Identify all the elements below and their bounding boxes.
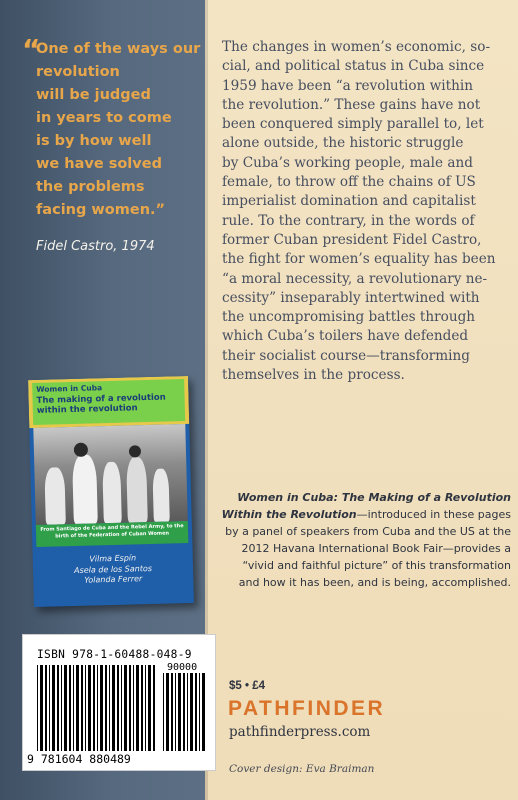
description-line: rule. To the contrary, in the words of <box>222 212 475 229</box>
description-line: their socialist course—transforming <box>222 347 470 364</box>
blurb-title: Women in Cuba: The Making of a Revolution <box>237 491 511 504</box>
barcode-bars <box>37 665 155 751</box>
quote-line: will be judged <box>36 87 151 103</box>
description-line: female, to throw off the chains of US <box>222 174 476 191</box>
description-line: cial, and political status in Cuba since <box>222 58 485 75</box>
book-author: Asela de los Santos <box>73 563 153 575</box>
book-author: Yolanda Ferrer <box>84 574 143 585</box>
blurb-text: —introduced in these pages <box>356 508 511 521</box>
quote-line: is by how well <box>36 133 152 149</box>
description-line: former Cuban president Fidel Castro, <box>222 231 482 248</box>
description-line: imperialist domination and capitalist <box>222 193 476 210</box>
book-cover-thumbnail <box>28 376 194 607</box>
book-cover-authors <box>33 552 194 588</box>
blurb-line: by a panel of speakers from Cuba and the US at the <box>225 525 511 538</box>
quote-line: One of the ways our <box>36 41 201 57</box>
book-cover-title <box>36 382 166 417</box>
quote-line: we have solved <box>36 156 162 172</box>
quote-line: in years to come <box>36 110 172 126</box>
description-line: “a moral necessity, a revolutionary ne- <box>222 270 488 287</box>
blurb-line: and how it has been, and is being, accomplished. <box>238 576 511 589</box>
quote-line: revolution <box>36 64 120 80</box>
description-line: The changes in women’s economic, so- <box>222 39 491 55</box>
quote-attribution: Fidel Castro, 1974 <box>36 239 155 254</box>
description-line: by Cuba’s working people, male and <box>222 154 473 171</box>
publisher-logo: PATHFINDER <box>228 697 386 720</box>
castro-quote <box>22 33 202 222</box>
quote-line: facing women.” <box>36 202 166 218</box>
publisher-url: pathfinderpress.com <box>229 724 371 740</box>
book-title-line: Women in Cuba <box>36 383 103 394</box>
blurb-line: 2012 Havana International Book Fair—provides a <box>241 542 511 555</box>
description-line: the fight for women’s equality has been <box>222 251 496 268</box>
book-cover-photo <box>33 424 187 525</box>
description-line: the uncompromising battles through <box>222 309 476 326</box>
description-line: been conquered simply parallel to, let <box>222 116 484 133</box>
isbn-number: ISBN 978-1-60488-048-9 <box>37 648 192 661</box>
book-blurb <box>211 489 511 591</box>
quote-open-mark: “ <box>22 33 41 66</box>
book-title-line: within the revolution <box>36 403 138 416</box>
cover-design-credit: Cover design: Eva Braiman <box>229 763 375 775</box>
description-line: alone outside, the historic struggle <box>222 135 464 152</box>
quote-line: the problems <box>36 179 145 195</box>
blurb-title-cont: Within the Revolution <box>221 508 357 521</box>
price-barcode-bars <box>163 673 207 751</box>
book-title-line: The making of a revolution <box>36 392 166 406</box>
isbn-barcode <box>22 634 216 771</box>
price-label: $5 • £4 <box>229 680 265 692</box>
description-line: cessity” inseparably intertwined with <box>222 289 480 306</box>
description-line: 1959 have been “a revolution within <box>222 77 473 94</box>
description-line: themselves in the process. <box>222 367 405 384</box>
barcode-digits: 9 781604 880489 <box>27 752 131 766</box>
description-text <box>222 38 512 385</box>
description-line: which Cuba’s toilers have defended <box>222 328 469 345</box>
price-code: 90000 <box>167 662 198 673</box>
book-author: Vilma Espín <box>89 553 137 564</box>
blurb-line: “vivid and faithful picture” of this transformation <box>242 559 511 572</box>
book-cover-subtitle: From Santiago de Cuba and the Rebel Army, to the birth of the Federation of Cuban Women <box>36 521 189 547</box>
description-line: the revolution.” These gains have not <box>222 96 481 113</box>
